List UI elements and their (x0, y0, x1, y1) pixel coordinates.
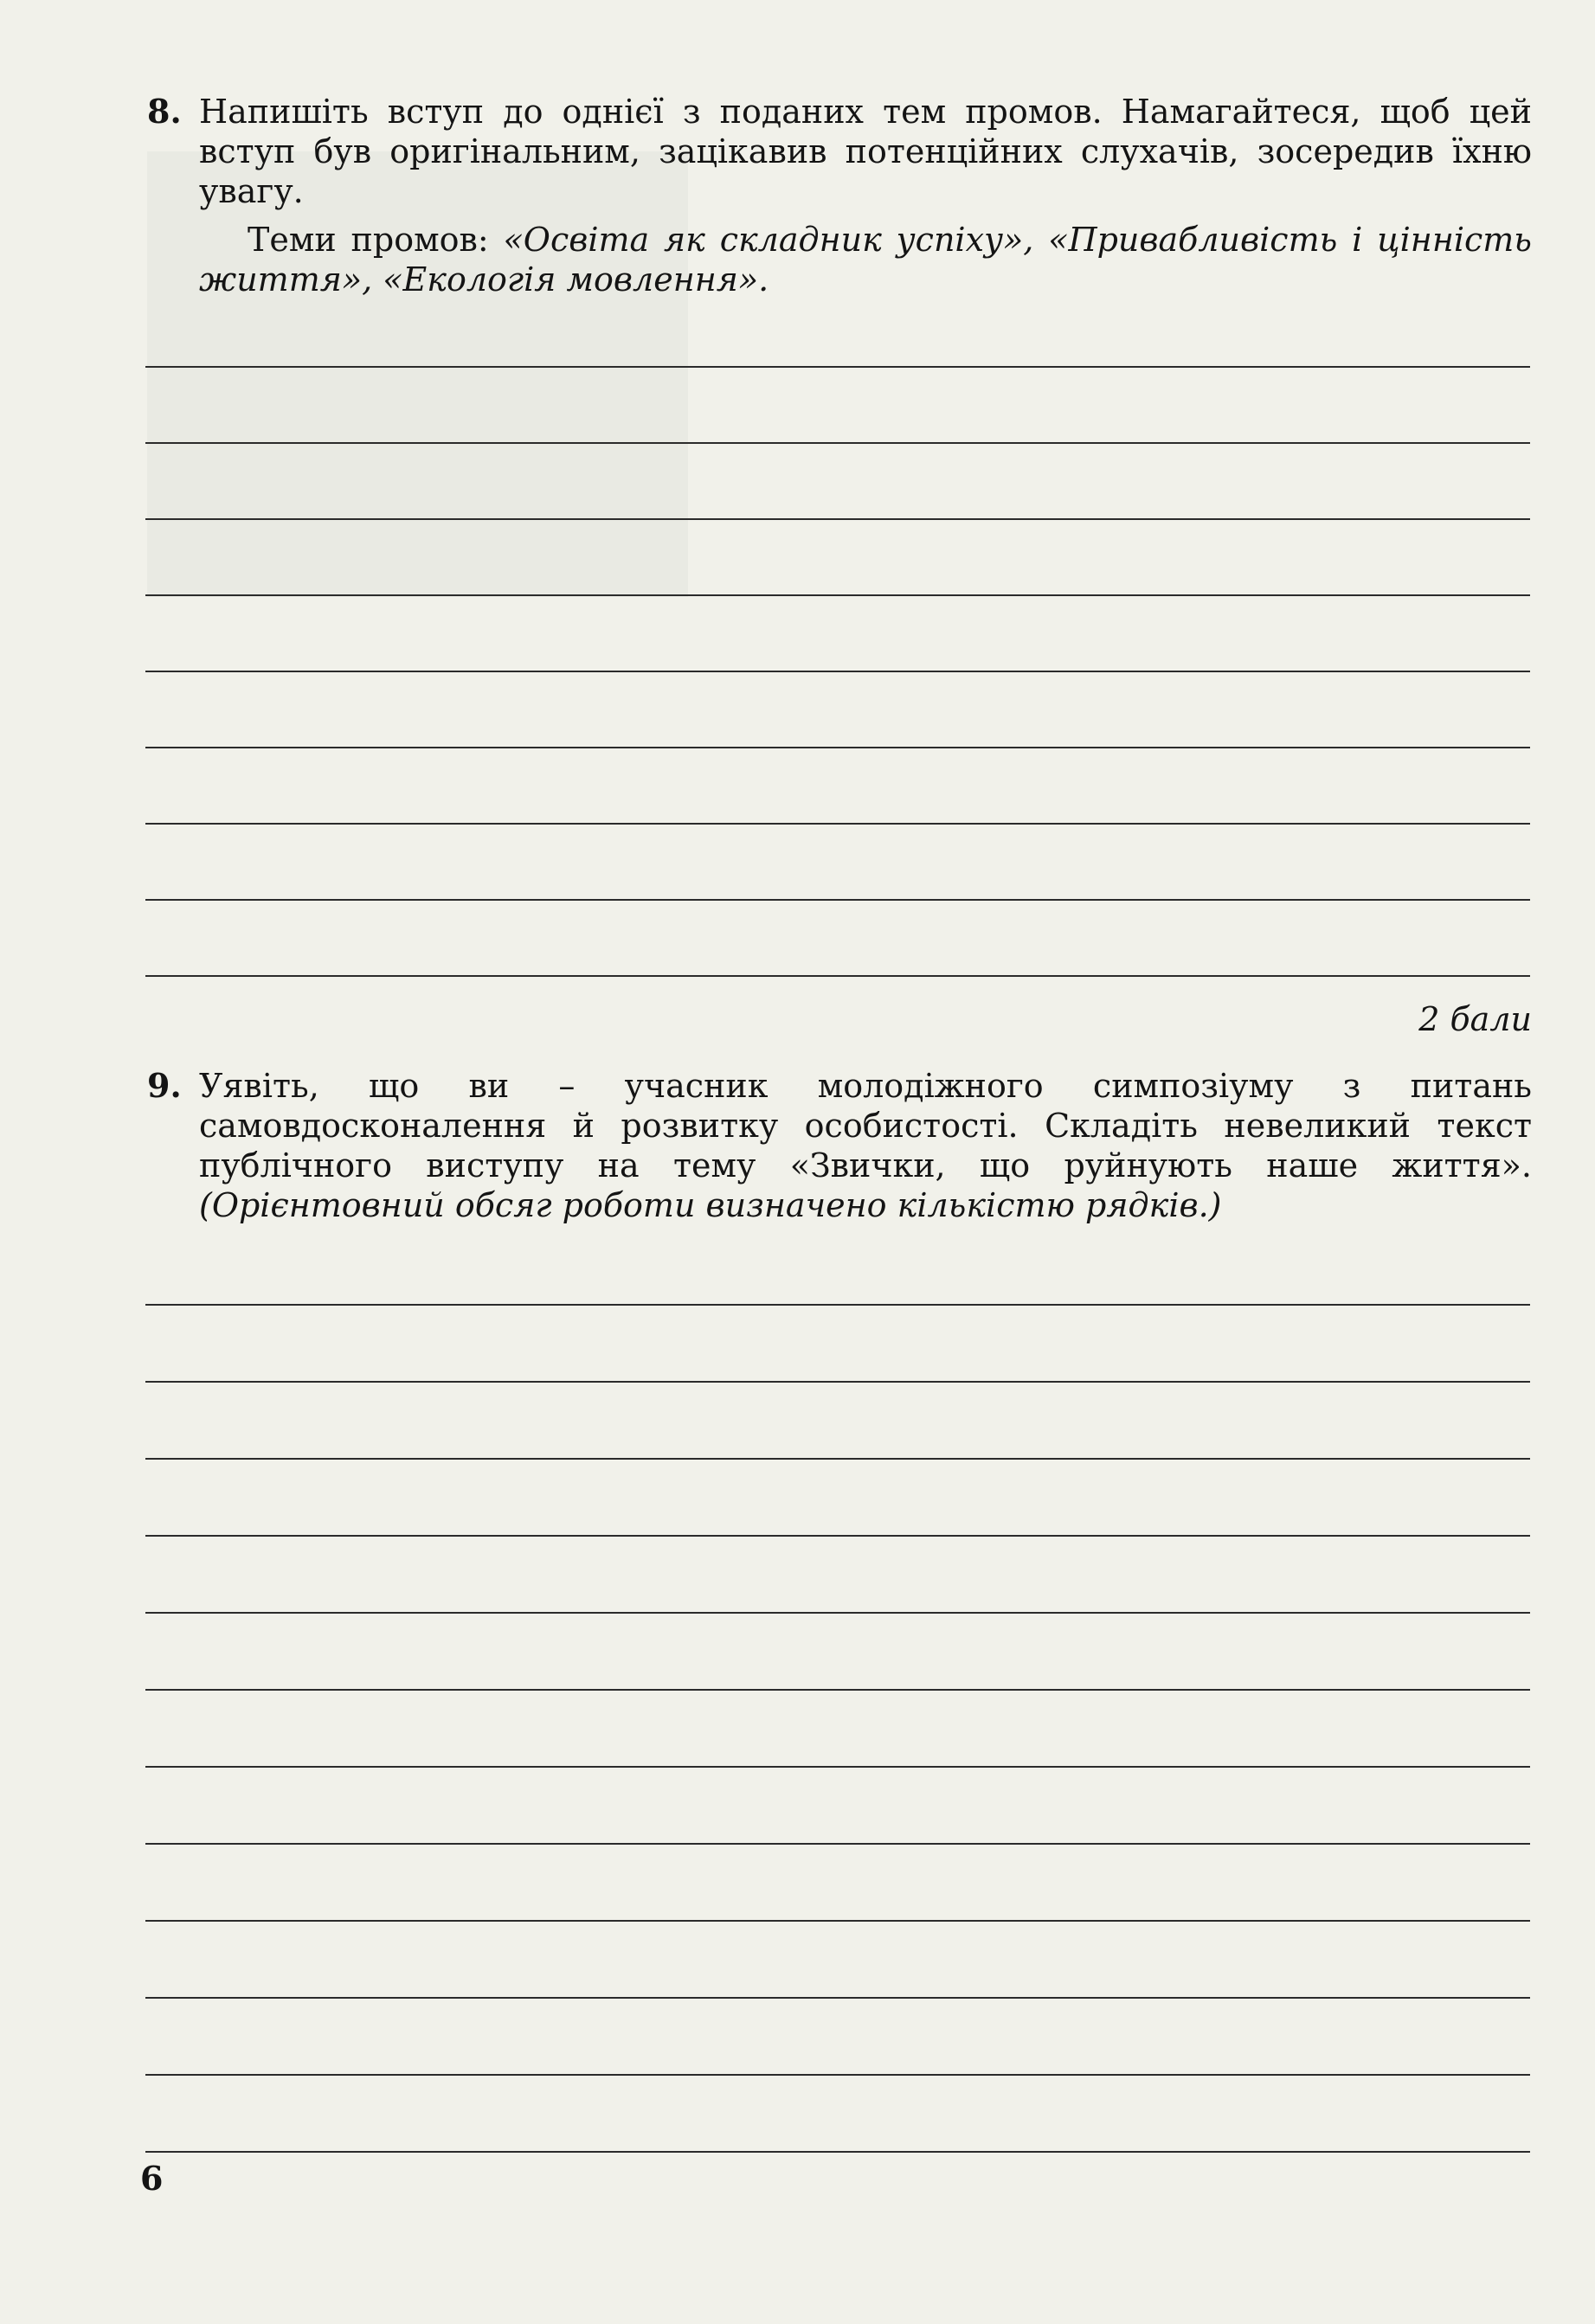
task-8-instruction: Напишіть вступ до однієї з поданих тем промов. Намагайтеся, щоб цей вступ був оригінальним, зацікавив потенційних слухачів, зосередив їхню увагу. (199, 93, 1532, 210)
task-9-body (199, 1066, 1532, 1225)
task-8-answer-line[interactable] (145, 747, 1530, 748)
task-8-body (199, 92, 1532, 299)
task-9-answer-line[interactable] (145, 1997, 1530, 1999)
task-8-answer-line[interactable] (145, 442, 1530, 444)
task-9-answer-line[interactable] (145, 1766, 1530, 1768)
task-9-note: (Орієнтовний обсяг роботи визначено кількістю рядків.) (199, 1186, 1222, 1224)
task-9-answer-line[interactable] (145, 1535, 1530, 1537)
page-number: 6 (140, 2159, 164, 2198)
task-8-topics-label: Теми промов: (248, 221, 504, 259)
task-9-answer-line[interactable] (145, 1843, 1530, 1845)
task-8-answer-line[interactable] (145, 823, 1530, 825)
task-8-answer-line[interactable] (145, 899, 1530, 901)
task-8-answer-line[interactable] (145, 975, 1530, 977)
task-8-score: 2 бали (1418, 1000, 1532, 1038)
task-9-answer-line[interactable] (145, 2074, 1530, 2076)
task-8-answer-line[interactable] (145, 594, 1530, 596)
task-9-answer-line[interactable] (145, 1304, 1530, 1306)
task-9-instruction (199, 1066, 1532, 1225)
task-8-answer-line[interactable] (145, 366, 1530, 368)
task-9-answer-line[interactable] (145, 1458, 1530, 1460)
task-9-answer-line[interactable] (145, 1920, 1530, 1922)
task-8-number: 8. (147, 92, 182, 131)
task-9-number: 9. (147, 1066, 182, 1105)
task-8-topics (199, 220, 1532, 299)
task-9-answer-line[interactable] (145, 1381, 1530, 1383)
task-8-answer-line[interactable] (145, 671, 1530, 672)
task-9-answer-line[interactable] (145, 2151, 1530, 2153)
task-9-answer-line[interactable] (145, 1689, 1530, 1691)
task-9-answer-line[interactable] (145, 1612, 1530, 1614)
task-9-instruction-text: Уявіть, що ви – учасник молодіжного симпозіуму з питань самовдосконалення й розвитку особистості. Складіть невеликий текст публічного виступу на тему «Звички, що руйнують наше життя». (199, 1067, 1532, 1184)
task-8-answer-line[interactable] (145, 518, 1530, 520)
task-8-topics-list: «Освіта як складник успіху», «Привабливість і цінність життя», «Екологія мовлення». (199, 221, 1532, 299)
